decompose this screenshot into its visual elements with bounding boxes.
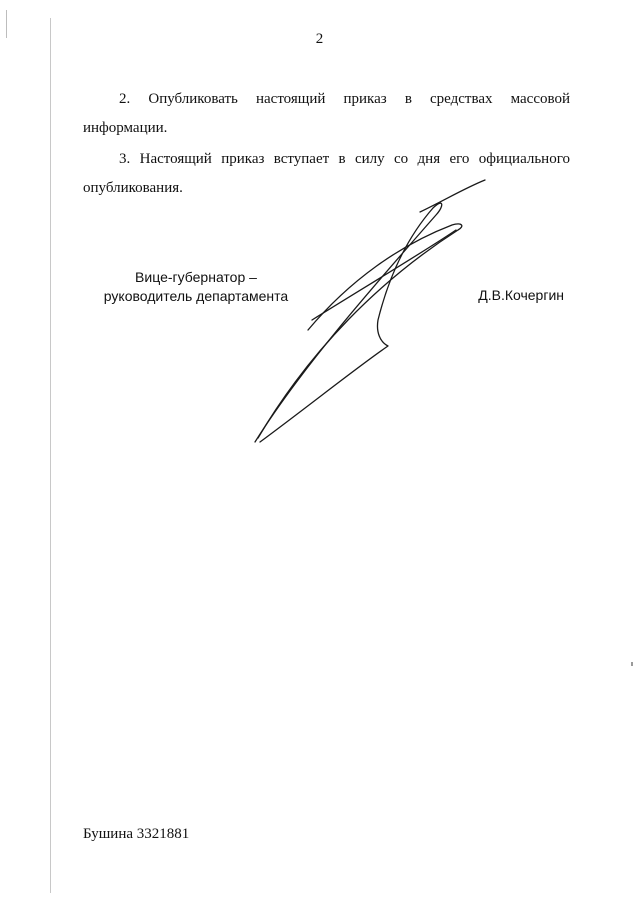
signatory-name: Д.В.Кочергин <box>478 287 564 303</box>
scan-edge-line <box>50 18 51 893</box>
page-number: 2 <box>315 31 324 47</box>
signatory-title-line-1: Вице-губернатор – <box>135 269 257 285</box>
paragraph-2-line-2: информации. <box>83 120 168 136</box>
handwritten-signature <box>240 170 500 460</box>
scan-speck <box>631 662 633 666</box>
paragraph-3-line-2: опубликования. <box>83 180 183 196</box>
paragraph-2-line-1: 2. Опубликовать настоящий приказ в средствах массовой <box>119 91 570 107</box>
paragraph-3-line-1: 3. Настоящий приказ вступает в силу со дня его официального <box>119 151 570 167</box>
signatory-title-line-2: руководитель департамента <box>103 288 289 304</box>
executor-footer: Бушина 3321881 <box>83 826 190 842</box>
